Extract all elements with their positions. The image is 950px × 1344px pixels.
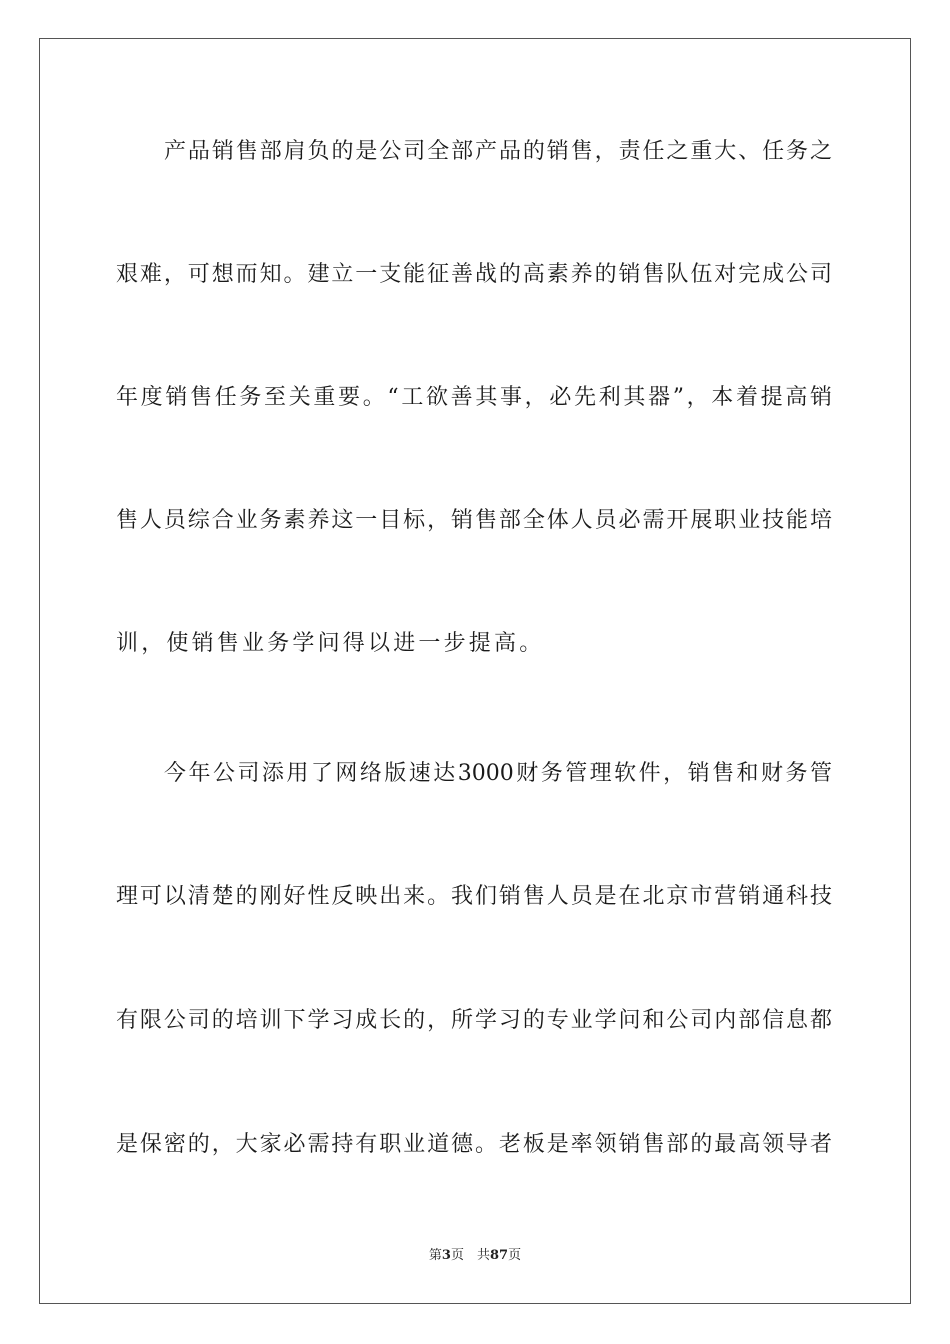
paragraph-1-line-5: 训，使销售业务学问得以进一步提高。 — [116, 631, 545, 656]
paragraph-2-line-2: 理可以清楚的刚好性反映出来。我们销售人员是在北京市营销通科技 — [116, 884, 832, 909]
footer-suffix: 页 — [508, 1248, 522, 1263]
footer-middle: 页 共 — [450, 1248, 490, 1263]
paragraph-1-line-2: 艰难，可想而知。建立一支能征善战的高素养的销售队伍对完成公司 — [116, 262, 832, 287]
paragraph-1-line-1: 产品销售部肩负的是公司全部产品的销售，责任之重大、任务之 — [164, 139, 832, 164]
footer-prefix: 第 — [428, 1248, 442, 1263]
footer-total-pages: 87 — [489, 1248, 509, 1263]
footer-page-number: 3 — [441, 1248, 451, 1263]
paragraph-1-line-4: 售人员综合业务素养这一目标，销售部全体人员必需开展职业技能培 — [116, 508, 832, 533]
page-footer — [0, 1247, 950, 1265]
paragraph-2-line-3: 有限公司的培训下学习成长的，所学习的专业学问和公司内部信息都 — [116, 1008, 832, 1033]
paragraph-1-line-3: 年度销售任务至关重要。“工欲善其事，必先利其器”，本着提高销 — [116, 385, 832, 410]
paragraph-2-line-4: 是保密的，大家必需持有职业道德。老板是率领销售部的最高领导者 — [116, 1132, 832, 1157]
page-border — [39, 38, 911, 1304]
paragraph-2-line-1: 今年公司添用了网络版速达3000财务管理软件，销售和财务管 — [164, 761, 832, 786]
